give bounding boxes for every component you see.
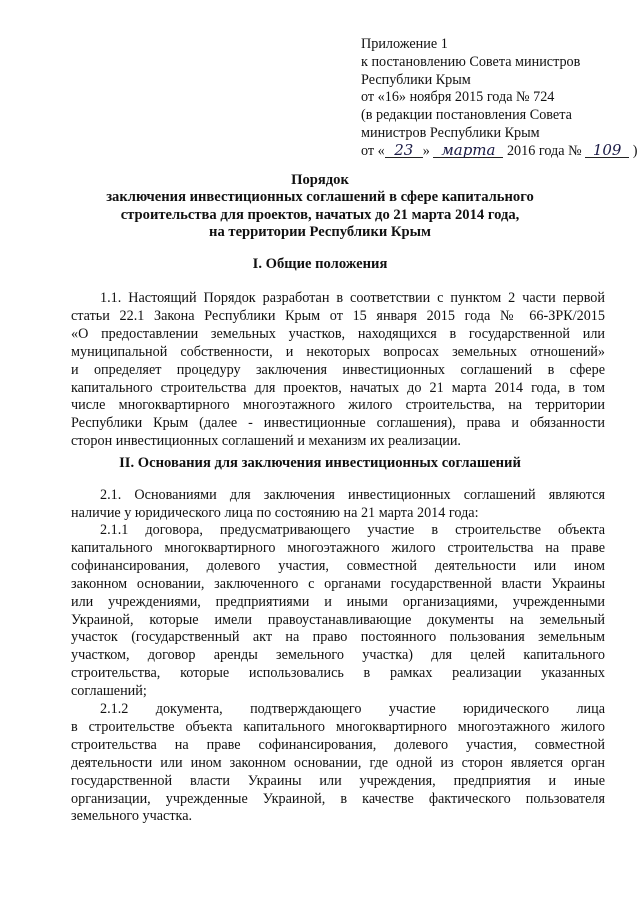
annex-line: к постановлению Совета министров (361, 53, 581, 70)
annex-line: министров Республики Крым (361, 124, 540, 141)
text-line: земельного участка. (71, 808, 193, 825)
annex-line: (в редакции постановления Совета (361, 107, 572, 124)
text-line: статьи 22.1 Закона Республики Крым от 15 января 2015 года № 66-ЗРК/2015 (71, 307, 605, 324)
text-line: сторон инвестиционных соглашений и механизм их реализации. (71, 433, 461, 450)
annex-line: Приложение 1 (361, 36, 448, 52)
text-line: Украиной, которые имели правоустанавливающие документы на земельный (71, 611, 605, 628)
text-line: числе многоквартирного многоэтажного жилого строительства, на территории (71, 397, 605, 414)
annex-year: 2016 года № (506, 142, 582, 159)
document-title (60, 172, 580, 242)
text-line: строительства на праве софинансирования, долевого участия, совместной (71, 736, 605, 753)
text-line: и определяет процедуру заключения инвестиционных соглашений в сфере (71, 361, 605, 378)
text-line: строительства, которые использовались в рамках реализации указанных (71, 665, 605, 682)
handwritten-month: марта (433, 143, 503, 158)
title-line: на территории Республики Крым (209, 224, 431, 241)
text-line: наличие у юридического лица по состоянию на 21 марта 2014 года: (71, 504, 479, 521)
text-line: «О предоставлении земельных участков, находящихся в государственной или (71, 325, 605, 342)
handwritten-number: 109 (585, 143, 629, 158)
annex-date-mid: » (422, 142, 430, 159)
text-line: или учреждениями, предприятиями и иными организациями, учрежденными (71, 593, 605, 610)
annex-header (361, 36, 637, 161)
annex-close-paren: ) (632, 142, 638, 159)
text-line: 1.1. Настоящий Порядок разработан в соответствии с пунктом 2 части первой (100, 290, 605, 306)
text-line: Республики Крым (далее - инвестиционные соглашения), права и обязанности (71, 415, 605, 432)
title-line: Порядок (291, 172, 349, 188)
annex-date-prefix: от « (361, 142, 385, 159)
paragraph-1-1 (71, 290, 605, 451)
text-line: капитального многоквартирного многоэтажного жилого строительства на праве (71, 539, 605, 556)
text-line: участок (государственный акт на право постоянного пользования земельным (71, 629, 605, 646)
text-line: участком, договор аренды земельного участка) для целей капитального (71, 647, 605, 664)
text-line: 2.1.1 договора, предусматривающего участие в строительстве объекта (100, 522, 605, 538)
paragraph-2-1-2 (71, 701, 605, 826)
annex-line: от «16» ноября 2015 года № 724 (361, 89, 555, 106)
paragraph-2-1 (71, 487, 605, 523)
text-line: капитального строительства для проектов, начатых до 21 марта 2014 года, в том (71, 379, 605, 396)
text-line: государственной власти Украины или учреждения, предприятия и иные (71, 772, 605, 789)
annex-line: Республики Крым (361, 71, 471, 88)
title-line: заключения инвестиционных соглашений в сфере капитального (106, 189, 534, 206)
text-line: муниципальной собственности, и некоторых вопросах земельных отношений» (71, 343, 605, 360)
text-line: 2.1.2 документа, подтверждающего участие юридического лица (100, 701, 605, 717)
annex-amendment-line (361, 140, 638, 161)
section-1-heading: I. Общие положения (252, 256, 388, 272)
text-line: в строительстве объекта капитального многоквартирного многоэтажного жилого (71, 718, 605, 735)
text-line: 2.1. Основаниями для заключения инвестиционных соглашений являются (100, 487, 605, 503)
title-line: строительства для проектов, начатых до 21 марта 2014 года, (120, 206, 520, 223)
handwritten-day: 23 (385, 143, 423, 158)
text-line: софинансирования, долевого участия, совместной деятельности или ином (71, 557, 605, 574)
text-line: законном основании, заключенного с органами государственной власти Украины (71, 575, 605, 592)
text-line: соглашений; (71, 683, 147, 700)
text-line: организации, учрежденные Украиной, в качестве фактического пользователя (71, 790, 605, 807)
text-line: деятельности или ином законном основании, где одной из сторон является орган (71, 754, 605, 771)
paragraph-2-1-1 (71, 522, 605, 701)
section-2-heading: II. Основания для заключения инвестиционных соглашений (119, 455, 521, 471)
